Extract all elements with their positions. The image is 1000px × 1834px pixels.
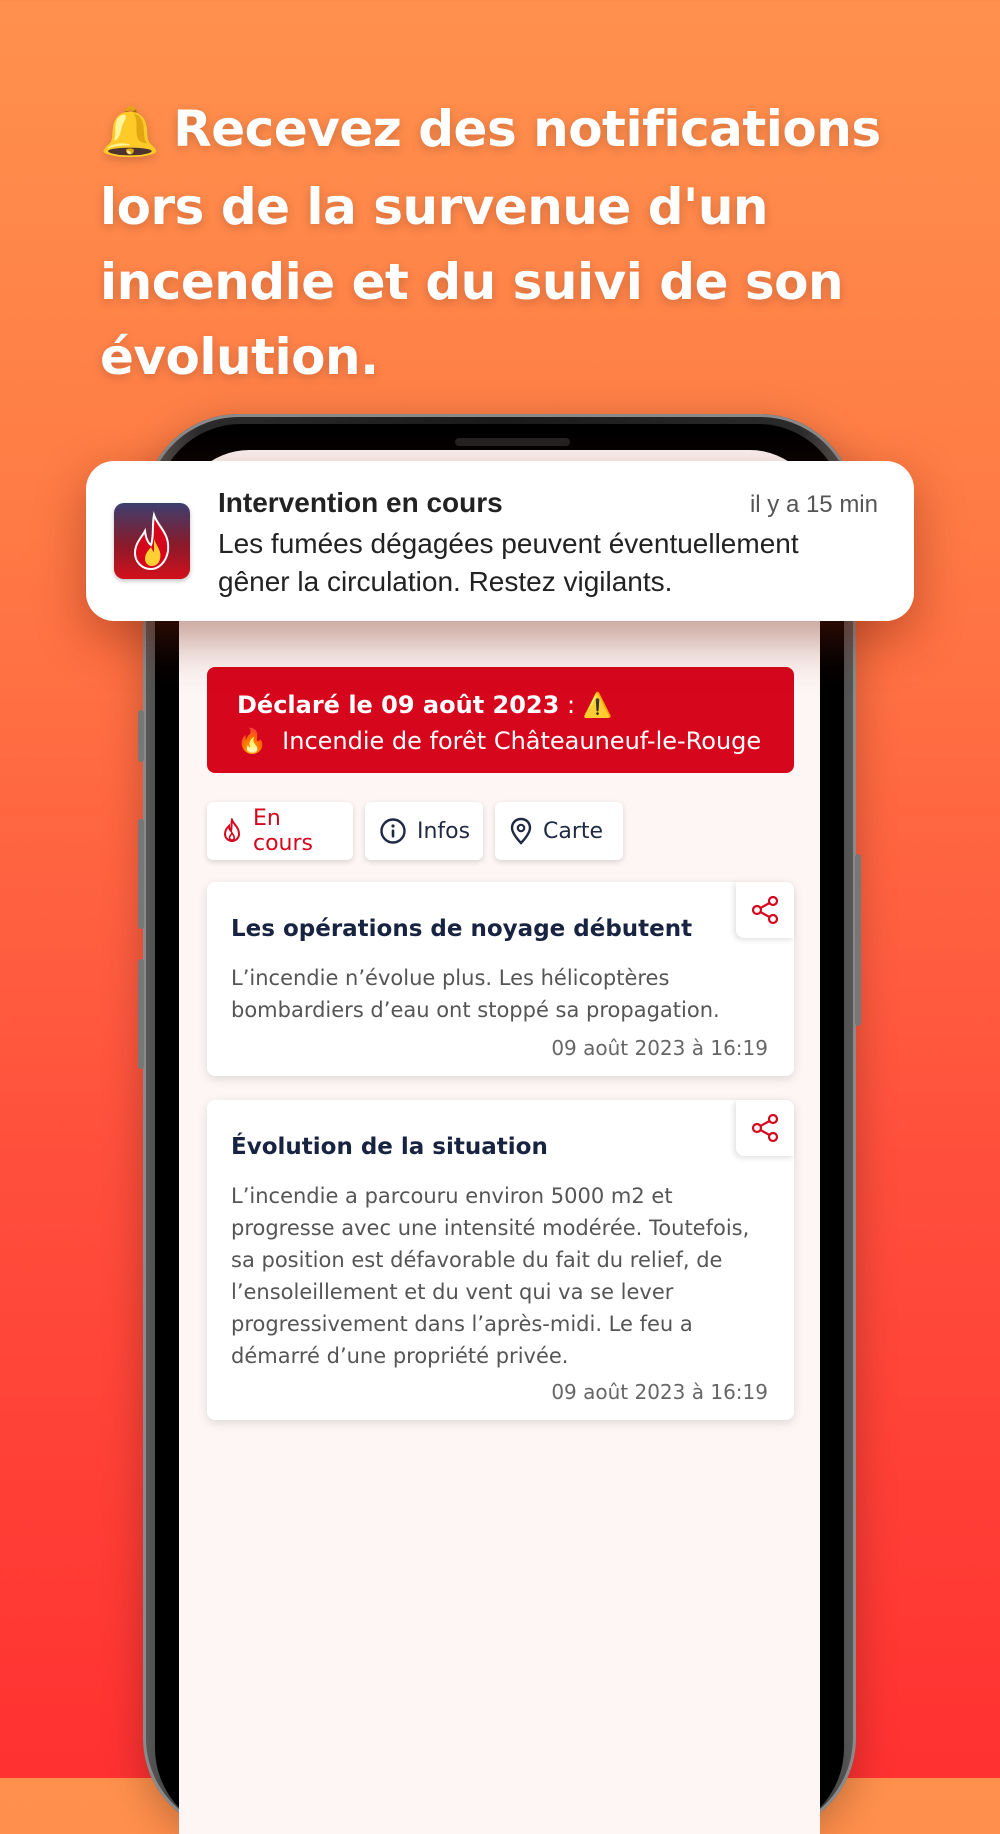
update-title: Les opérations de noyage débutent xyxy=(231,916,693,942)
notification-time: il y a 15 min xyxy=(749,491,878,518)
push-notification[interactable] xyxy=(86,461,914,621)
share-button[interactable] xyxy=(736,1100,794,1156)
tab-label: Carte xyxy=(543,818,604,844)
phone-speaker xyxy=(455,438,570,446)
phone-mute-switch xyxy=(138,710,144,762)
update-date: 09 août 2023 à 16:19 xyxy=(551,1380,768,1404)
warning-fire-emojis: ⚠️ 🔥 xyxy=(237,691,613,755)
update-card xyxy=(207,1100,794,1420)
headline-text: Recevez des notifications lors de la survenue d'un incendie et du suivi de son évolution. xyxy=(100,100,881,386)
banner-separator: : xyxy=(559,691,583,719)
update-body: L’incendie a parcouru environ 5000 m2 et progresse avec une intensité modérée. Toutefois, sa position est défavorable du fait du relief, de l’ensoleillement et du vent qui va se lever progressivement dans l’après-midi. Le feu a démarré d’une propriété privée. xyxy=(231,1184,750,1368)
share-button[interactable] xyxy=(736,882,794,938)
notification-body: Les fumées dégagées peuvent éventuellement gêner la circulation. Restez vigilants. xyxy=(218,528,799,597)
update-body: L’incendie n’évolue plus. Les hélicoptères bombardiers d’eau ont stoppé sa propagation. xyxy=(231,966,720,1022)
headline xyxy=(100,92,920,395)
flame-outline-icon xyxy=(221,818,243,844)
bell-icon: 🔔 xyxy=(100,104,160,160)
map-pin-icon xyxy=(509,817,533,845)
incident-banner xyxy=(207,667,794,773)
tab-label: Infos xyxy=(417,818,471,844)
phone-volume-down xyxy=(138,959,144,1069)
declared-date: Déclaré le 09 août 2023 xyxy=(237,691,560,719)
tab-carte[interactable] xyxy=(495,802,623,860)
phone-volume-up xyxy=(138,819,144,929)
share-icon xyxy=(749,1112,781,1144)
update-title: Évolution de la situation xyxy=(231,1134,548,1160)
app-icon xyxy=(114,503,190,579)
update-card xyxy=(207,882,794,1076)
info-icon xyxy=(379,817,407,845)
phone-power-button xyxy=(855,854,861,1026)
share-icon xyxy=(749,894,781,926)
update-date: 09 août 2023 à 16:19 xyxy=(551,1036,768,1060)
incident-name: Incendie de forêt Châteauneuf-le-Rouge xyxy=(282,727,762,755)
notification-title: Intervention en cours xyxy=(218,487,503,518)
tab-en-cours[interactable] xyxy=(207,802,353,860)
tab-label: En cours xyxy=(253,806,314,856)
tab-infos[interactable] xyxy=(365,802,483,860)
flame-icon xyxy=(114,503,190,579)
